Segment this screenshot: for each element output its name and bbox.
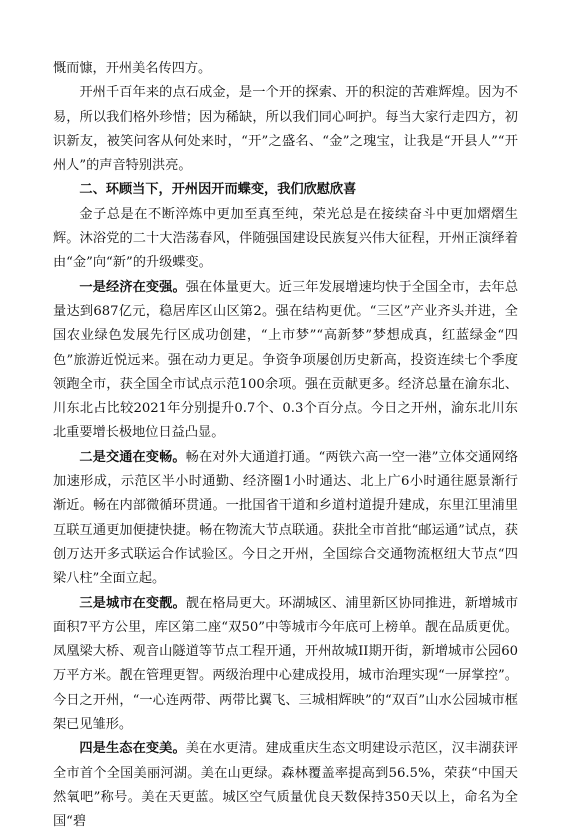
paragraph-1: [53, 57, 518, 81]
paragraph-transport-text: 畅在对外大通道打通。“两铁六高一空一港”立体交通网络加速形成，示范区半小时通勤、经济圈1小时通达、北上广6小时通往愿景渐行渐近。畅在内部微循环贯通。一批国省干道和乡道村道提升建成，东里江里浦里互联互通更加便捷快捷。畅在物流大节点联通。获批全市首批“邮运通”试点，获创万达开多式联运合作试验区。今日之开州，全国综合交通物流枢纽大节点“四梁八柱”全面立起。: [53, 449, 519, 587]
paragraph-city-lead: 三是城市在变靓。: [79, 595, 186, 611]
paragraph-3-text: 金子总是在不断淬炼中更加至真至纯，荣光总是在接续奋斗中更加熠熠生辉。沐浴党的二十大浩荡春风，伴随强国建设民族复兴伟大征程，开州正演绎着由“金”向“新”的升级蝶变。: [53, 206, 518, 271]
paragraph-transport-lead: 二是交通在变畅。: [79, 449, 186, 465]
paragraph-1-text: 慨而慷，开州美名传四方。: [53, 61, 212, 76]
paragraph-transport: [53, 446, 518, 592]
section-heading-text: 二、环顾当下，开州因开而蝶变，我们欣慰欣喜: [79, 182, 357, 198]
paragraph-3: [53, 203, 518, 276]
paragraph-economy-text: 强在体量更大。近三年发展增速均快于全国全市，去年总量达到687亿元，稳居库区山区第2。强在结构更优。“三区”产业齐头并进，全国农业绿色发展先行区成功创建，“上市梦”“高新梦”梦想成真，红蓝绿金“四色”旅游近悦远来。强在动力更足。争资争项屡创历史新高，投资连续七个季度领跑全市，获全国全市试点示范100余项。强在贡献更多。经济总量在渝东北、川东北占比较2021年分别提升0.7个、0.3个百分点。今日之开州，渝东北川东北重要增长极地位日益凸显。: [53, 279, 519, 441]
paragraph-city-text: 靓在格局更大。环湖城区、浦里新区协同推进，新增城市面积7平方公里，库区第二座“双50”中等城市今年底可上榜单。靓在品质更优。凤凰梁大桥、观音山隧道等节点工程开通，开州故城II期开街，新增城市公园60万平方米。靓在管理更智。两级治理中心建成投用，城市治理实现“一屏掌控”。今日之开州，“一心连两带、两带比翼飞、三城相辉映”的“双百”山水公园城市框架已见雏形。: [53, 595, 519, 733]
paragraph-economy-lead: 一是经济在变强。: [79, 279, 186, 295]
paragraph-2-text: 开州千百年来的点石成金，是一个开的探索、开的积淀的苦难辉煌。因为不易，所以我们格外珍惜；因为稀缺，所以我们同心呵护。每当大家行走四方，初识新友，被笑问客从何处来时，“开”之盛名、“金”之瑰宝，让我是“开县人”“开州人”的声音特别洪亮。: [53, 85, 518, 174]
paragraph-ecology-text: 美在水更清。建成重庆生态文明建设示范区，汉丰湖获评全市首个全国美丽河湖。美在山更绿。森林覆盖率提高到56.5%，荣获“中国天然氧吧”称号。美在天更蓝。城区空气质量优良天数保持350天以上，命名为全国“碧: [53, 741, 519, 830]
paragraph-ecology-lead: 四是生态在变美。: [79, 741, 186, 757]
paragraph-city: [53, 592, 518, 738]
paragraph-2: [53, 81, 518, 178]
paragraph-ecology: [53, 737, 518, 834]
paragraph-economy: [53, 276, 518, 446]
section-heading: [53, 178, 518, 202]
